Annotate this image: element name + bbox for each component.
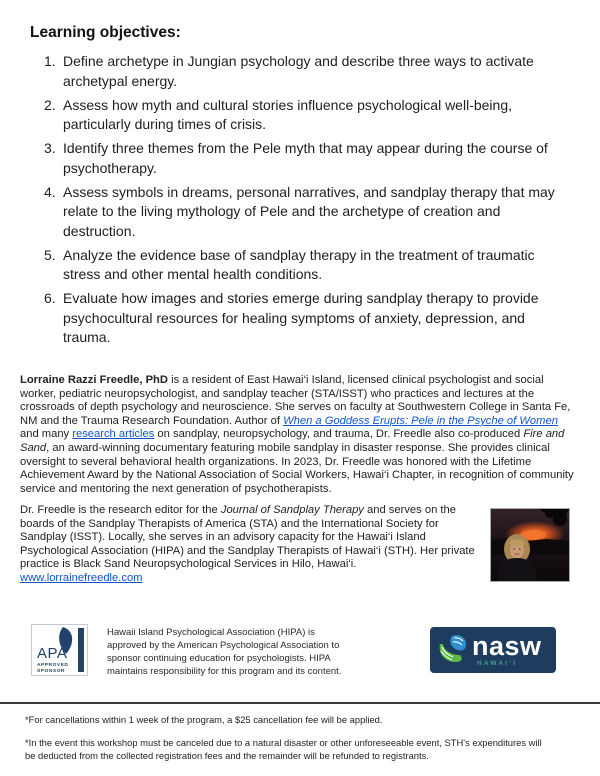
objective-number: 6. — [44, 290, 56, 306]
cancellation-footnote: *For cancellations within 1 week of the program, a $25 cancellation fee will be applied. — [25, 714, 383, 725]
objective-item — [44, 139, 560, 178]
nasw-hands-icon — [437, 634, 471, 666]
objective-item — [44, 289, 560, 348]
objective-item — [44, 52, 560, 91]
nasw-region-label: HAWAI‘I — [477, 660, 518, 667]
objective-number: 3. — [44, 140, 56, 156]
objective-item — [44, 96, 560, 135]
journal-title: Journal of Sandplay Therapy — [220, 504, 364, 516]
hipa-line: approved by the American Psychological Association to — [107, 640, 340, 651]
presenter-name: Lorraine Razzi Freedle, PhD — [20, 374, 168, 386]
bio-text: on sandplay, neuropsychology, and trauma, Dr. Freedle also co-produced — [154, 428, 524, 441]
apa-acronym: APA — [37, 645, 68, 662]
objective-text: Identify three themes from the Pele myth that may appear during the course of psychotherapy. — [63, 140, 548, 176]
objectives-list — [44, 52, 560, 352]
apa-sponsor-label: SPONSOR — [37, 668, 65, 674]
film-title: Fire and Sand — [20, 428, 565, 454]
objective-item — [44, 183, 560, 242]
objective-number: 1. — [44, 53, 56, 69]
bio-text: Dr. Freedle is the research editor for the — [20, 504, 221, 516]
apa-approved-sponsor-logo — [31, 624, 88, 676]
research-articles-link[interactable]: research articles — [72, 428, 155, 441]
hipa-approval-statement — [107, 626, 343, 678]
bio-text: , an award-winning documentary featuring mobile sandplay in disaster response. She provides clinical oversight to several behavioral health organizations. In 2023, Dr. Freedle was honored with the Lifetime Achievement Award by the National Association of Social Workers, Hawai‘i Chapter, in recognition of community service and mentoring the next generation of psychotherapists. — [20, 441, 574, 495]
refund-footnote — [25, 737, 585, 762]
objective-item — [44, 246, 560, 285]
apa-approved-label: APPROVED — [37, 662, 69, 668]
website-link[interactable]: www.lorrainefreedle.com — [20, 571, 143, 584]
hipa-line: Hawaii Island Psychological Association (HIPA) is — [107, 627, 315, 638]
objective-text: Assess symbols in dreams, personal narratives, and sandplay therapy that may relate to the living mythology of Pele and the archetype of creation and destruction. — [63, 183, 555, 239]
hipa-line: maintains responsibility for this program and its content. — [107, 666, 342, 677]
objective-text: Define archetype in Jungian psychology and describe three ways to activate archetypal energy. — [63, 53, 534, 89]
bio-text: is a resident of East Hawai‘i Island, licensed clinical psychologist and social worker, pediatric neuropsychologist, and sandplay teacher (STA/ISST) who practices and lectures at the crossroads of depth psychology and neuroscience. She serves on faculty at Southwestern College in Santa Fe, NM and the Trauma Research Foundation. Author of — [20, 374, 571, 427]
apa-logo-bar — [78, 628, 84, 672]
refund-footnote-line: *In the event this workshop must be canceled due to a natural disaster or other unforeseeable event, STH's expenditures will — [25, 737, 542, 748]
objective-text: Evaluate how images and stories emerge during sandplay therapy to provide psychocultural resources for healing symptoms of anxiety, depression, and trauma. — [63, 290, 539, 345]
objective-number: 4. — [44, 183, 56, 200]
refund-footnote-line: be deducted from the collected registration fees and the remainder will be refunded to registrants. — [25, 749, 429, 761]
objective-number: 5. — [44, 246, 56, 263]
hipa-line: sponsor continuing education for psychologists. HIPA — [107, 653, 331, 664]
page-title: Learning objectives: — [30, 24, 181, 41]
bio-paragraph-2 — [20, 504, 475, 586]
book-title-link[interactable]: When a Goddess Erupts: Pele in the Psyche of Women — [283, 414, 558, 427]
nasw-hawaii-logo — [430, 627, 556, 673]
objective-text: Assess how myth and cultural stories influence psychological well-being, particularly during times of crisis. — [63, 96, 512, 132]
objective-number: 2. — [44, 96, 56, 113]
bio-paragraph-1 — [20, 374, 576, 496]
nasw-wordmark: nasw — [472, 631, 542, 661]
bio-text: and many — [20, 428, 73, 441]
bio-text: and serves on the boards of the Sandplay Therapists of America (STA) and the International Society for Sandplay (ISST). Locally, she serves in an advisory capacity for the Hawai‘i Island Psychological Association (HIPA) and the Sandplay Therapists of Hawai‘i (STH). Her private practice is Black Sand Neuropsychological Services in Hilo, Hawai‘i. — [20, 504, 475, 571]
volcano-night-photo-graphic — [491, 509, 569, 581]
presenter-photo — [490, 508, 570, 582]
objective-text: Analyze the evidence base of sandplay therapy in the treatment of traumatic stress and other mental health conditions. — [63, 246, 535, 282]
footer-divider — [0, 702, 600, 704]
